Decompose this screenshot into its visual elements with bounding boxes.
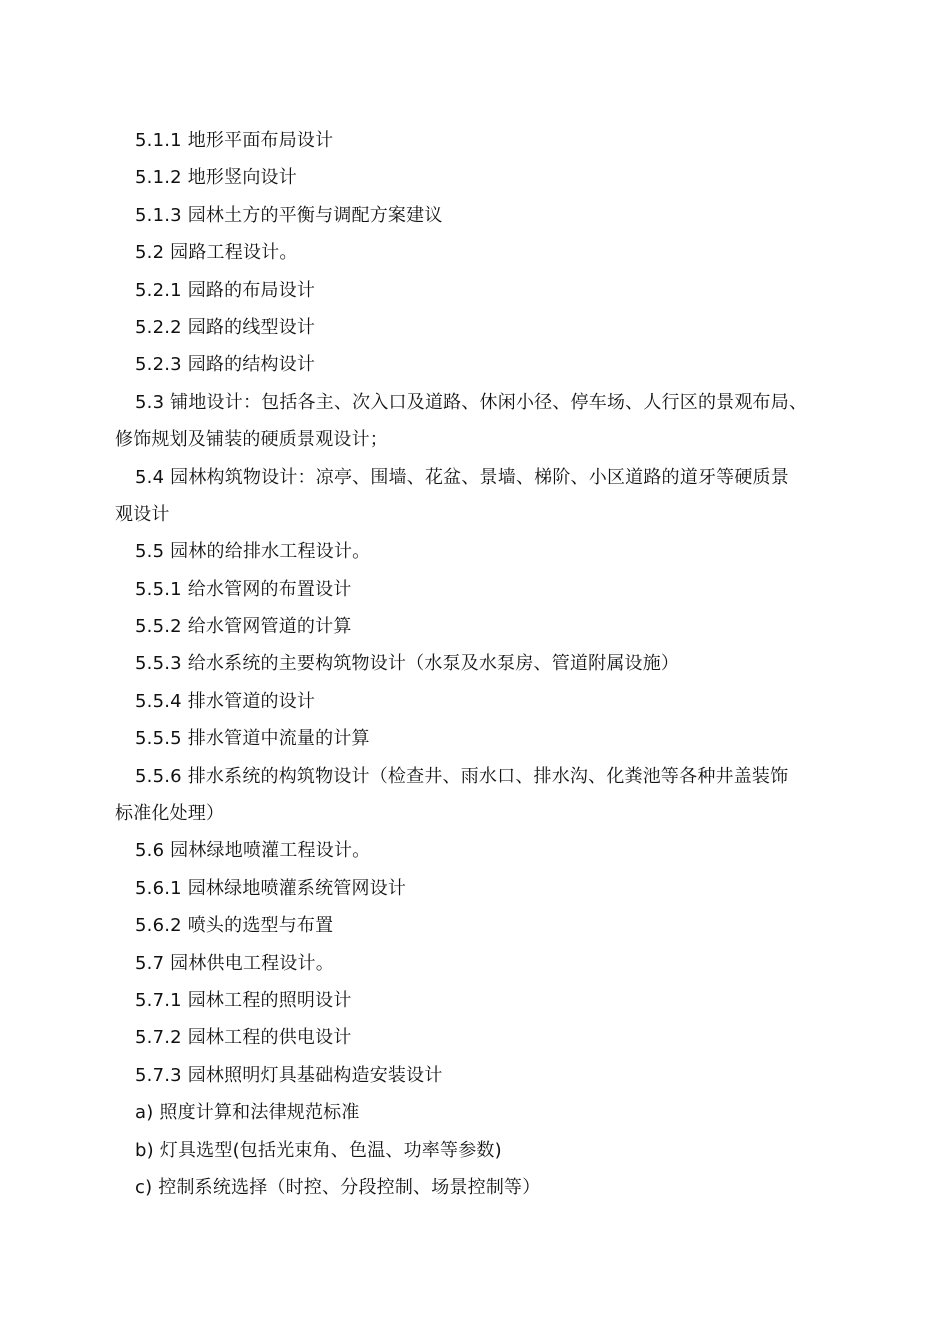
- list-item: c) 控制系统选择（时控、分段控制、场景控制等）: [135, 1176, 541, 1198]
- list-item: b) 灯具选型(包括光束角、色温、功率等参数): [135, 1139, 502, 1161]
- text-line: 5.2.1 园路的布局设计: [135, 279, 316, 301]
- section-heading: 5.3 铺地设计：包括各主、次入口及道路、休闲小径、停车场、人行区的景观布局、: [135, 391, 808, 413]
- text-line: 5.1.2 地形竖向设计: [135, 167, 297, 189]
- document-body: [115, 122, 855, 1206]
- section-heading: 5.7 园林供电工程设计。: [135, 952, 334, 974]
- text-line: 5.5.5 排水管道中流量的计算: [135, 728, 370, 750]
- list-item: a) 照度计算和法律规范标准: [135, 1102, 360, 1124]
- section-heading: 5.6 园林绿地喷灌工程设计。: [135, 840, 371, 862]
- text-line: 5.7.2 园林工程的供电设计: [135, 1027, 352, 1049]
- text-line: 5.2.3 园路的结构设计: [135, 354, 316, 376]
- text-line: 5.5.6 排水系统的构筑物设计（检查井、雨水口、排水沟、化粪池等各种井盖装饰: [135, 765, 789, 787]
- section-heading: 5.5 园林的给排水工程设计。: [135, 541, 371, 563]
- text-line: 5.5.3 给水系统的主要构筑物设计（水泵及水泵房、管道附属设施）: [135, 653, 680, 675]
- text-line-continuation: 标准化处理）: [115, 803, 225, 825]
- section-heading: 5.4 园林构筑物设计：凉亭、围墙、花盆、景墙、梯阶、小区道路的道牙等硬质景: [135, 466, 789, 488]
- text-line-continuation: 修饰规划及铺装的硬质景观设计；: [115, 429, 388, 451]
- text-line: 5.6.2 喷头的选型与布置: [135, 915, 334, 937]
- text-line: 5.5.1 给水管网的布置设计: [135, 578, 352, 600]
- text-line-continuation: 观设计: [115, 503, 170, 525]
- text-line: 5.1.1 地形平面布局设计: [135, 130, 334, 151]
- text-line: 5.7.3 园林照明灯具基础构造安装设计: [135, 1064, 443, 1086]
- text-line: 5.6.1 园林绿地喷灌系统管网设计: [135, 877, 407, 899]
- text-line: 5.5.2 给水管网管道的计算: [135, 616, 352, 638]
- text-line: 5.5.4 排水管道的设计: [135, 690, 316, 712]
- text-line: 5.2.2 园路的线型设计: [135, 316, 316, 338]
- text-line: 5.1.3 园林土方的平衡与调配方案建议: [135, 204, 443, 226]
- section-heading: 5.2 园路工程设计。: [135, 242, 298, 264]
- text-line: 5.7.1 园林工程的照明设计: [135, 989, 352, 1011]
